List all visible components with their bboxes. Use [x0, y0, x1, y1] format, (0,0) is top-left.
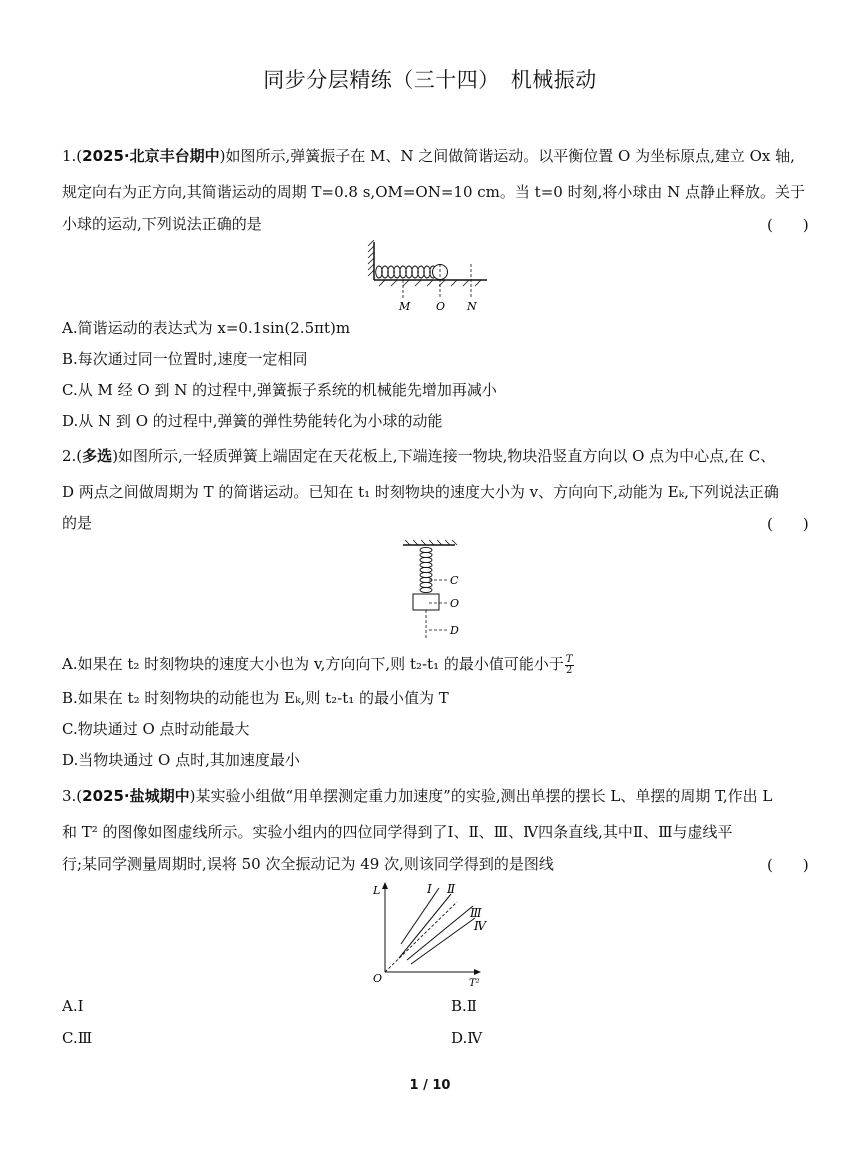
q1-label-n: N — [467, 300, 477, 313]
q3-source: 2025·盐城期中 — [82, 787, 190, 805]
q1-line2: 规定向右为正方向,其简谐运动的周期 T=0.8 s,OM=ON=10 cm。当 t=0 时刻,将小球由 N 点静止释放。关于 — [62, 183, 806, 201]
q1-label-m: M — [399, 300, 411, 313]
q3-graph-figure — [365, 880, 490, 988]
q1-line1: 1.(2025·北京丰台期中)如图所示,弹簧振子在 M、N 之间做简谐运动。以平衡位置 O 为坐标原点,建立 Ox 轴, — [62, 147, 795, 165]
q1-option-d: D.从 N 到 O 的过程中,弹簧的弹性势能转化为小球的动能 — [62, 412, 443, 430]
q2-option-c: C.物块通过 O 点时动能最大 — [62, 720, 250, 738]
q3-axis-y-label: L — [373, 884, 381, 897]
q2-label-o: O — [450, 597, 460, 610]
q2-answer-paren: ( ) — [767, 515, 809, 533]
q2-option-d: D.当物块通过 O 点时,其加速度最小 — [62, 751, 300, 769]
q1-option-a: A.简谐运动的表达式为 x=0.1sin(2.5πt)m — [62, 319, 351, 337]
q3-origin-label: O — [373, 972, 383, 985]
q2-line2: D 两点之间做周期为 T 的简谐运动。已知在 t₁ 时刻物块的速度大小为 v、方向向下,动能为 Eₖ,下列说法正确 — [62, 483, 779, 501]
q3-line3: 行;某同学测量周期时,误将 50 次全振动记为 49 次,则该同学得到的是图线 — [62, 855, 554, 873]
q3-line1: 3.(2025·盐城期中)某实验小组做“用单摆测定重力加速度”的实验,测出单摆的摆长 L、单摆的周期 T,作出 L — [62, 787, 773, 805]
q3-dashed-line — [385, 902, 457, 972]
q2-fraction: $\frac{T}{2}$ — [565, 653, 573, 676]
q3-line2: 和 T² 的图像如图虚线所示。实验小组内的四位同学得到了Ⅰ、Ⅱ、Ⅲ、Ⅳ四条直线,其中Ⅱ、Ⅲ与虚线平 — [62, 823, 733, 841]
q3-option-c: C.Ⅲ — [62, 1029, 93, 1047]
q2-label-d: D — [450, 624, 459, 637]
q2-label-c: C — [450, 574, 459, 587]
q3-line-iii — [407, 906, 473, 960]
q1-label-o: O — [436, 300, 446, 313]
q2-option-a: A.如果在 t₂ 时刻物块的速度大小也为 v,方向向下,则 t₂-t₁ 的最小值可能小于 $\frac{T}{2}$ — [62, 653, 573, 676]
q3-label-ii: Ⅱ — [447, 882, 456, 896]
q3-line-ii — [399, 894, 451, 958]
q1-source: 2025·北京丰台期中 — [82, 147, 220, 165]
q3-option-a: A.Ⅰ — [62, 997, 84, 1015]
q3-option-b: B.Ⅱ — [451, 997, 477, 1015]
q2-source: 多选 — [82, 447, 113, 465]
q3-label-iv: Ⅳ — [474, 919, 486, 933]
q1-option-b: B.每次通过同一位置时,速度一定相同 — [62, 350, 308, 368]
q2-line1: 2.(多选)如图所示,一轻质弹簧上端固定在天花板上,下端连接一物块,物块沿竖直方向以 O 点为中心点,在 C、 — [62, 447, 776, 465]
q3-label-iii: Ⅲ — [470, 906, 482, 920]
q1-answer-paren: ( ) — [767, 216, 809, 234]
page-title: 同步分层精练（三十四） 机械振动 — [263, 68, 597, 92]
q1-spring-figure — [365, 240, 495, 315]
q3-label-i: Ⅰ — [427, 882, 432, 896]
q3-option-d: D.Ⅳ — [451, 1029, 483, 1047]
q3-line-iv — [411, 918, 475, 964]
page-number: 1 / 10 — [409, 1078, 451, 1093]
q2-option-b: B.如果在 t₂ 时刻物块的动能也为 Eₖ,则 t₂-t₁ 的最小值为 T — [62, 689, 449, 707]
q3-axis-x-label: T² — [469, 978, 480, 988]
q1-option-c: C.从 M 经 O 到 N 的过程中,弹簧振子系统的机械能先增加再减小 — [62, 381, 497, 399]
q1-line3: 小球的运动,下列说法正确的是 — [62, 215, 262, 233]
q2-line3: 的是 — [62, 514, 93, 532]
q3-answer-paren: ( ) — [767, 856, 809, 874]
q2-spring-figure — [395, 540, 470, 642]
